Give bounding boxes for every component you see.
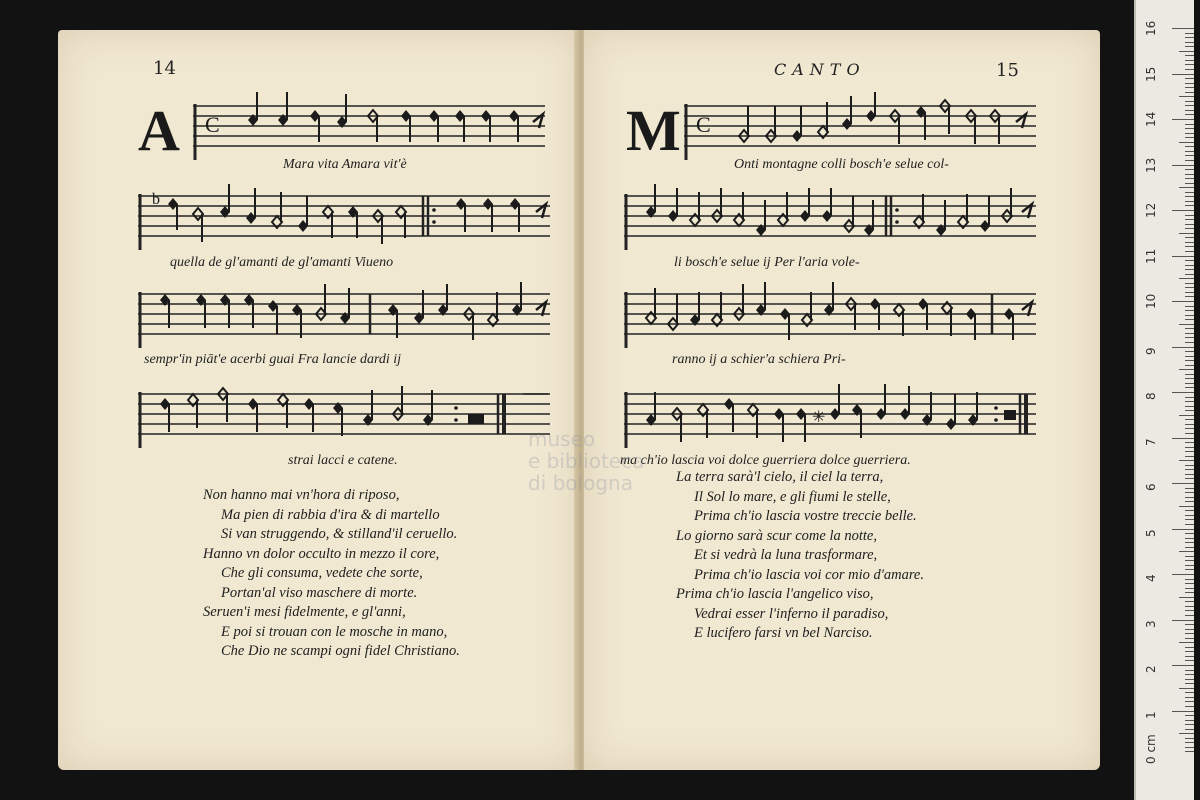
verse-line: Prima ch'io lascia vostre treccie belle. bbox=[694, 508, 917, 524]
ruler-tick bbox=[1185, 174, 1194, 175]
ruler-tick bbox=[1185, 588, 1194, 589]
ruler-tick bbox=[1185, 720, 1194, 721]
ruler-tick bbox=[1185, 747, 1194, 748]
ruler-tick bbox=[1172, 711, 1194, 712]
ruler-tick bbox=[1185, 201, 1194, 202]
ruler-tick bbox=[1185, 560, 1194, 561]
ruler-tick bbox=[1185, 242, 1194, 243]
ruler-tick bbox=[1185, 683, 1194, 684]
ruler-tick bbox=[1185, 451, 1194, 452]
ruler-tick bbox=[1185, 114, 1194, 115]
ruler-tick bbox=[1185, 83, 1194, 84]
ruler-tick bbox=[1185, 155, 1194, 156]
verse-line: Prima ch'io lascia l'angelico viso, bbox=[676, 586, 874, 602]
verse-line: E poi si trouan con le mosche in mano, bbox=[221, 623, 448, 640]
ruler-tick bbox=[1185, 647, 1194, 648]
ruler-tick bbox=[1185, 515, 1194, 516]
ruler-tick bbox=[1185, 265, 1194, 266]
music-staff-right-4 bbox=[624, 380, 1044, 450]
lyric-left-1: Mara vita Amara vit'è bbox=[283, 157, 407, 172]
ruler-tick bbox=[1179, 688, 1194, 689]
ruler-tick bbox=[1172, 301, 1194, 302]
ruler-label: 13 bbox=[1144, 157, 1158, 173]
ruler-tick bbox=[1185, 383, 1194, 384]
ruler-tick bbox=[1185, 478, 1194, 479]
ruler-label: 7 bbox=[1144, 437, 1158, 446]
verse-line: Et si vedrà la luna trasformare, bbox=[694, 547, 878, 563]
left-page bbox=[58, 30, 580, 770]
ruler-tick bbox=[1185, 237, 1194, 238]
ruler-tick bbox=[1185, 701, 1194, 702]
page-number-left: 14 bbox=[153, 58, 176, 79]
ruler-tick bbox=[1185, 692, 1194, 693]
ruler-tick bbox=[1179, 233, 1194, 234]
ruler-tick bbox=[1185, 387, 1194, 388]
ruler-tick bbox=[1172, 165, 1194, 166]
ruler-tick bbox=[1179, 415, 1194, 416]
ruler-tick bbox=[1185, 629, 1194, 630]
ruler-tick bbox=[1185, 624, 1194, 625]
ruler-tick bbox=[1185, 542, 1194, 543]
ruler-tick bbox=[1185, 656, 1194, 657]
ruler-tick bbox=[1185, 533, 1194, 534]
ruler-tick bbox=[1179, 597, 1194, 598]
ruler-tick bbox=[1185, 78, 1194, 79]
ruler-tick bbox=[1185, 569, 1194, 570]
ruler-tick bbox=[1185, 46, 1194, 47]
ruler-tick bbox=[1185, 274, 1194, 275]
ruler-label: 4 bbox=[1144, 574, 1158, 582]
verse-line: Il Sol lo mare, e gli fiumi le stelle, bbox=[694, 488, 891, 505]
ruler-tick bbox=[1172, 347, 1194, 348]
open-book bbox=[58, 30, 1108, 775]
ruler-tick bbox=[1185, 378, 1194, 379]
ruler-tick bbox=[1185, 697, 1194, 698]
verse-line: Si van struggendo, & stilland'il ceruello. bbox=[221, 526, 458, 542]
ruler-tick bbox=[1172, 74, 1194, 75]
ruler-tick bbox=[1172, 392, 1194, 393]
ruler-tick bbox=[1185, 610, 1194, 611]
ruler-tick bbox=[1185, 315, 1194, 316]
ruler-tick bbox=[1185, 742, 1194, 743]
ruler-tick bbox=[1185, 287, 1194, 288]
music-staff-left-4 bbox=[138, 380, 558, 450]
ruler-tick bbox=[1185, 333, 1194, 334]
ruler-tick bbox=[1172, 574, 1194, 575]
ruler-label: 2 bbox=[1144, 665, 1158, 673]
ruler-tick bbox=[1185, 474, 1194, 475]
music-staff-left-3 bbox=[138, 280, 558, 350]
ruler-tick bbox=[1185, 219, 1194, 220]
ruler-tick bbox=[1185, 492, 1194, 493]
ruler-label: 10 bbox=[1144, 293, 1158, 309]
ruler-tick bbox=[1185, 579, 1194, 580]
ruler-tick bbox=[1185, 465, 1194, 466]
ruler-tick bbox=[1172, 210, 1194, 211]
watermark-line: e biblioteca bbox=[528, 449, 645, 473]
ruler-tick bbox=[1185, 105, 1194, 106]
initial-letter-a: A bbox=[138, 98, 180, 163]
ruler-tick bbox=[1185, 87, 1194, 88]
ruler-tick bbox=[1185, 729, 1194, 730]
right-page bbox=[584, 30, 1100, 770]
svg-text:C: C bbox=[205, 112, 220, 137]
ruler-tick bbox=[1185, 128, 1194, 129]
ruler-tick bbox=[1185, 524, 1194, 525]
svg-text:C: C bbox=[696, 112, 711, 137]
ruler-tick bbox=[1185, 670, 1194, 671]
verse-line: Che gli consuma, vedete che sorte, bbox=[221, 565, 423, 581]
verse-line: Hanno vn dolor occulto in mezzo il core, bbox=[203, 545, 440, 562]
ruler-tick bbox=[1185, 428, 1194, 429]
ruler-tick bbox=[1179, 324, 1194, 325]
ruler-tick bbox=[1185, 660, 1194, 661]
page-number-right: 15 bbox=[996, 60, 1019, 81]
verse-line: Che Dio ne scampi ogni fidel Christiano. bbox=[221, 643, 460, 659]
ruler-tick bbox=[1185, 133, 1194, 134]
ruler-tick bbox=[1185, 215, 1194, 216]
ruler-tick bbox=[1185, 55, 1194, 56]
verse-line: Non hanno mai vn'hora di riposo, bbox=[203, 487, 400, 503]
ruler-label: 12 bbox=[1144, 202, 1158, 218]
ruler-tick bbox=[1185, 592, 1194, 593]
lyric-right-1: Onti montagne colli bosch'e selue col- bbox=[734, 157, 949, 172]
ruler-tick bbox=[1185, 356, 1194, 357]
ruler-label: 5 bbox=[1144, 528, 1158, 537]
ruler-tick bbox=[1179, 187, 1194, 188]
lyric-left-2: quella de gl'amanti de gl'amanti Viueno bbox=[170, 255, 394, 270]
ruler-tick bbox=[1185, 442, 1194, 443]
ruler-tick bbox=[1185, 296, 1194, 297]
ruler-tick bbox=[1185, 169, 1194, 170]
ruler-tick bbox=[1172, 665, 1194, 666]
ruler-tick bbox=[1185, 292, 1194, 293]
ruler-tick bbox=[1185, 342, 1194, 343]
ruler-label: 15 bbox=[1144, 66, 1158, 82]
ruler-tick bbox=[1185, 60, 1194, 61]
ruler-tick bbox=[1185, 751, 1194, 752]
ruler-tick bbox=[1172, 620, 1194, 621]
ruler-tick bbox=[1185, 651, 1194, 652]
verse-right bbox=[676, 468, 924, 644]
ruler-tick bbox=[1185, 146, 1194, 147]
ruler-tick bbox=[1185, 205, 1194, 206]
ruler-tick bbox=[1185, 124, 1194, 125]
ruler-tick bbox=[1185, 447, 1194, 448]
initial-letter-m: M bbox=[626, 98, 681, 163]
ruler-tick bbox=[1185, 328, 1194, 329]
ruler-label: 1 bbox=[1144, 710, 1158, 719]
watermark-line: museo bbox=[528, 427, 596, 451]
verse-line: Ma pien di rabbia d'ira & di martello bbox=[221, 506, 440, 523]
ruler-tick bbox=[1185, 583, 1194, 584]
ruler-tick bbox=[1185, 160, 1194, 161]
ruler-tick bbox=[1185, 638, 1194, 639]
ruler-tick bbox=[1185, 151, 1194, 152]
ruler-tick bbox=[1185, 724, 1194, 725]
verse-line: Prima ch'io lascia voi cor mio d'amare. bbox=[694, 566, 924, 583]
ruler-tick bbox=[1185, 69, 1194, 70]
svg-text:b: b bbox=[152, 191, 160, 208]
library-watermark bbox=[528, 428, 644, 494]
ruler-tick bbox=[1185, 606, 1194, 607]
ruler-tick bbox=[1185, 738, 1194, 739]
ruler-tick bbox=[1179, 551, 1194, 552]
ruler-tick bbox=[1172, 28, 1194, 29]
ruler-tick bbox=[1185, 433, 1194, 434]
lyric-right-4: ma ch'io lascia voi dolce guerriera dolce guerriera. bbox=[620, 453, 911, 468]
svg-text:✳: ✳ bbox=[812, 407, 826, 426]
ruler-tick bbox=[1185, 251, 1194, 252]
ruler-tick bbox=[1185, 501, 1194, 502]
ruler-tick bbox=[1185, 33, 1194, 34]
ruler-tick bbox=[1185, 351, 1194, 352]
music-staff-right-3 bbox=[624, 280, 1044, 350]
ruler-tick bbox=[1185, 260, 1194, 261]
ruler-tick bbox=[1185, 310, 1194, 311]
ruler-tick bbox=[1185, 488, 1194, 489]
ruler-tick bbox=[1185, 538, 1194, 539]
ruler-tick bbox=[1172, 483, 1194, 484]
verse-line: Lo giorno sarà scur come la notte, bbox=[676, 527, 877, 544]
ruler-tick bbox=[1185, 633, 1194, 634]
ruler-tick bbox=[1179, 642, 1194, 643]
ruler-tick bbox=[1185, 424, 1194, 425]
ruler-tick bbox=[1185, 183, 1194, 184]
ruler-tick bbox=[1179, 142, 1194, 143]
ruler-tick bbox=[1179, 733, 1194, 734]
ruler-tick bbox=[1185, 419, 1194, 420]
lyric-left-3: sempr'in piāt'e acerbi guai Fra lancie dardi ij bbox=[144, 352, 402, 367]
ruler-tick bbox=[1179, 51, 1194, 52]
lyric-left-4: strai lacci e catene. bbox=[288, 453, 398, 468]
verse-line: Vedrai esser l'inferno il paradiso, bbox=[694, 605, 889, 622]
ruler-tick bbox=[1185, 283, 1194, 284]
ruler-tick bbox=[1185, 410, 1194, 411]
ruler-label: 0 cm bbox=[1144, 734, 1158, 764]
ruler-tick bbox=[1185, 137, 1194, 138]
ruler-tick bbox=[1185, 556, 1194, 557]
ruler-tick bbox=[1172, 119, 1194, 120]
ruler-label: 11 bbox=[1144, 248, 1158, 264]
verse-line: E lucifero farsi vn bel Narciso. bbox=[694, 625, 873, 641]
ruler-tick bbox=[1185, 360, 1194, 361]
ruler-tick bbox=[1179, 96, 1194, 97]
ruler-tick bbox=[1185, 64, 1194, 65]
ruler-tick bbox=[1185, 365, 1194, 366]
ruler-tick bbox=[1185, 92, 1194, 93]
watermark-line: di bologna bbox=[528, 471, 633, 495]
ruler-tick bbox=[1185, 228, 1194, 229]
music-staff-left-2 bbox=[138, 182, 558, 252]
ruler-tick bbox=[1185, 565, 1194, 566]
ruler-label: 3 bbox=[1144, 619, 1158, 628]
verse-line: La terra sarà'l cielo, il ciel la terra, bbox=[676, 469, 884, 485]
ruler-label: 6 bbox=[1144, 483, 1158, 491]
ruler-tick bbox=[1172, 256, 1194, 257]
ruler-tick bbox=[1185, 337, 1194, 338]
verse-line: Portan'al viso maschere di morte. bbox=[221, 584, 418, 601]
ruler-tick bbox=[1185, 456, 1194, 457]
ruler-tick bbox=[1185, 224, 1194, 225]
verse-line: Seruen'i mesi fidelmente, e gl'anni, bbox=[203, 604, 406, 620]
ruler-label: 14 bbox=[1144, 111, 1158, 127]
ruler-tick bbox=[1179, 369, 1194, 370]
ruler-tick bbox=[1185, 374, 1194, 375]
music-staff-right-1 bbox=[684, 92, 1044, 162]
ruler-label: 16 bbox=[1144, 20, 1158, 36]
ruler-tick bbox=[1185, 615, 1194, 616]
ruler-label: 8 bbox=[1144, 392, 1158, 400]
ruler-tick bbox=[1185, 192, 1194, 193]
running-header: CANTO bbox=[774, 60, 866, 79]
ruler-tick bbox=[1185, 319, 1194, 320]
ruler-tick bbox=[1185, 497, 1194, 498]
ruler-tick bbox=[1185, 37, 1194, 38]
ruler-tick bbox=[1179, 278, 1194, 279]
ruler-tick bbox=[1185, 715, 1194, 716]
ruler-tick bbox=[1185, 469, 1194, 470]
ruler-tick bbox=[1179, 460, 1194, 461]
ruler-tick bbox=[1185, 547, 1194, 548]
measurement-ruler bbox=[1134, 0, 1194, 800]
ruler-tick bbox=[1172, 529, 1194, 530]
ruler-tick bbox=[1185, 401, 1194, 402]
verse-left bbox=[203, 486, 460, 662]
ruler-tick bbox=[1179, 506, 1194, 507]
ruler-tick bbox=[1185, 196, 1194, 197]
music-staff-right-2 bbox=[624, 182, 1044, 252]
ruler-label: 9 bbox=[1144, 346, 1158, 355]
ruler-tick bbox=[1185, 42, 1194, 43]
ruler-tick bbox=[1185, 397, 1194, 398]
ruler-tick bbox=[1185, 269, 1194, 270]
ruler-tick bbox=[1185, 601, 1194, 602]
ruler-tick bbox=[1185, 519, 1194, 520]
ruler-tick bbox=[1185, 178, 1194, 179]
ruler-tick bbox=[1185, 101, 1194, 102]
ruler-tick bbox=[1185, 510, 1194, 511]
ruler-tick bbox=[1185, 674, 1194, 675]
ruler-tick bbox=[1185, 406, 1194, 407]
lyric-right-2: li bosch'e selue ij Per l'aria vole- bbox=[674, 255, 860, 270]
ruler-tick bbox=[1185, 706, 1194, 707]
lyric-right-3: ranno ij a schier'a schiera Pri- bbox=[672, 352, 846, 367]
ruler-tick bbox=[1172, 438, 1194, 439]
music-staff-left-1 bbox=[193, 92, 553, 162]
ruler-tick bbox=[1185, 679, 1194, 680]
ruler-tick bbox=[1185, 110, 1194, 111]
ruler-tick bbox=[1185, 306, 1194, 307]
ruler-tick bbox=[1185, 246, 1194, 247]
